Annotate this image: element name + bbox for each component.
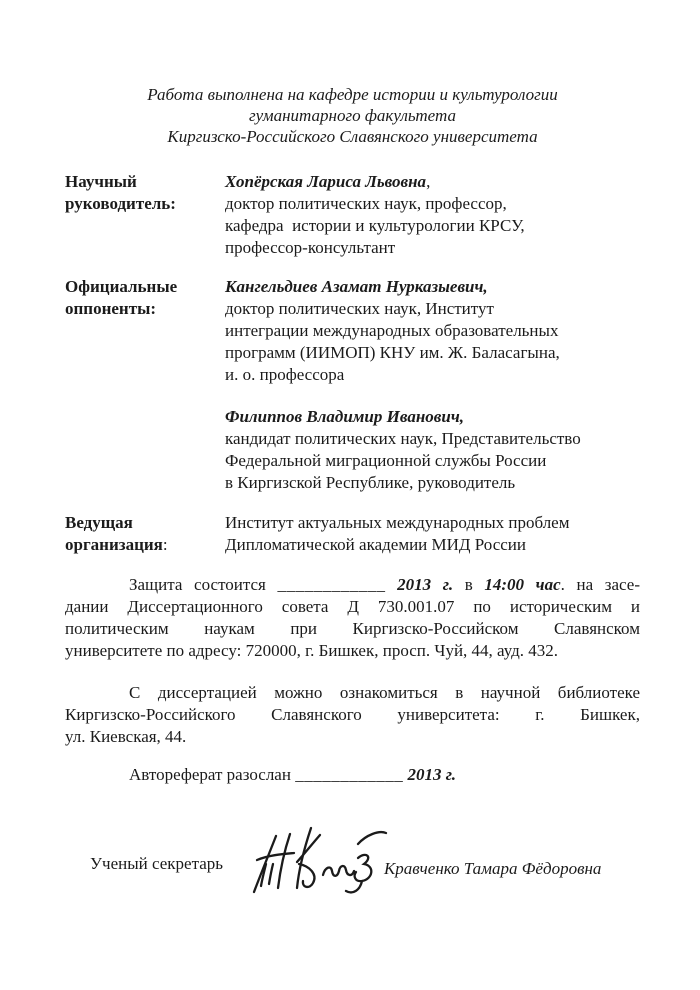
defense-line: университете по адресу: 720000, г. Бишкек, просп. Чуй, 44, ауд. 432. (65, 641, 559, 660)
supervisor-name-line (225, 171, 640, 193)
opponent-block (225, 406, 640, 494)
defense-year: 2013 г. (397, 575, 454, 594)
mailing-line (65, 764, 640, 786)
opponent-detail-line: кандидат политических наук, Представительство (225, 429, 581, 448)
supervisor-detail-line: кафедра истории и культурологии КРСУ, (225, 216, 525, 235)
defense-paragraph (65, 574, 640, 662)
supervisor-detail-line: доктор политических наук, профессор, (225, 194, 507, 213)
opponent-name: Кангельдиев Азамат Нурказыевич, (225, 277, 488, 296)
secretary-signature-row (65, 834, 640, 926)
mailing-text: Автореферат разослан (129, 765, 291, 784)
library-paragraph (65, 682, 640, 748)
leading-organization-section (65, 512, 640, 556)
opponent-block (225, 276, 640, 386)
opponent-detail-line: Федеральной миграционной службы России (225, 451, 547, 470)
opponents-label-line: Официальные (65, 277, 178, 296)
supervisor-name: Хопёрская Лариса Львовна (225, 172, 427, 191)
opponents-label-line: оппоненты: (65, 299, 157, 318)
affiliation-line: гуманитарного факультета (249, 106, 456, 125)
opponents-section (65, 276, 640, 494)
defense-time: 14:00 час (484, 575, 561, 594)
library-line: ул. Киевская, 44. (65, 727, 187, 746)
opponent-detail-line: программ (ИИМОП) КНУ им. Ж. Баласагына, (225, 343, 560, 362)
library-line: С диссертацией можно ознакомиться в научной библиотеке (129, 683, 640, 702)
leading-organization-details (225, 512, 640, 556)
opponent-detail-line: и. о. профессора (225, 365, 345, 384)
supervisor-detail-line: профессор-консультант (225, 238, 396, 257)
defense-line (65, 574, 640, 596)
opponent-detail-line: в Киргизской Республике, руководитель (225, 473, 516, 492)
leading-organization-label-line (65, 534, 225, 556)
library-line: Киргизско-Российского Славянского университета: г. Бишкек, (65, 705, 640, 724)
supervisor-label-line: Научный (65, 172, 137, 191)
secretary-label: Ученый секретарь (90, 854, 224, 873)
mailing-year: 2013 г. (407, 765, 457, 784)
supervisor-name-comma: , (426, 172, 431, 191)
opponent-detail-line: доктор политических наук, Институт (225, 299, 494, 318)
date-blank: ____________ (295, 765, 404, 784)
defense-line: дании Диссертационного совета Д 730.001.07 по историческим и (65, 597, 640, 616)
affiliation-line: Работа выполнена на кафедре истории и культурологии (147, 85, 558, 104)
supervisor-details (225, 171, 640, 259)
opponent-detail-line: интеграции международных образовательных (225, 321, 559, 340)
supervisor-section (65, 171, 640, 259)
signature-icon (243, 820, 393, 904)
leading-organization-label-word: организация (65, 535, 163, 554)
leading-organization-label-line: Ведущая (65, 513, 133, 532)
defense-text: Защита состоится (129, 575, 266, 594)
leading-organization-label (65, 512, 225, 556)
affiliation-header (65, 84, 640, 147)
affiliation-line: Киргизско-Российского Славянского университета (167, 127, 538, 146)
leading-organization-label-colon: : (162, 535, 168, 554)
leading-organization-line: Институт актуальных международных проблем (225, 513, 570, 532)
supervisor-label (65, 171, 225, 259)
supervisor-label-line: руководитель: (65, 194, 176, 213)
date-blank: ____________ (277, 575, 386, 594)
defense-line: политическим наукам при Киргизско-Российском Славянском (65, 619, 640, 638)
leading-organization-line: Дипломатической академии МИД России (225, 535, 527, 554)
defense-text: . на засе- (560, 575, 640, 594)
opponents-details (225, 276, 640, 494)
defense-text: в (464, 575, 473, 594)
opponents-label (65, 276, 225, 494)
opponent-name: Филиппов Владимир Иванович, (225, 407, 465, 426)
secretary-name: Кравченко Тамара Фёдоровна (384, 859, 602, 878)
